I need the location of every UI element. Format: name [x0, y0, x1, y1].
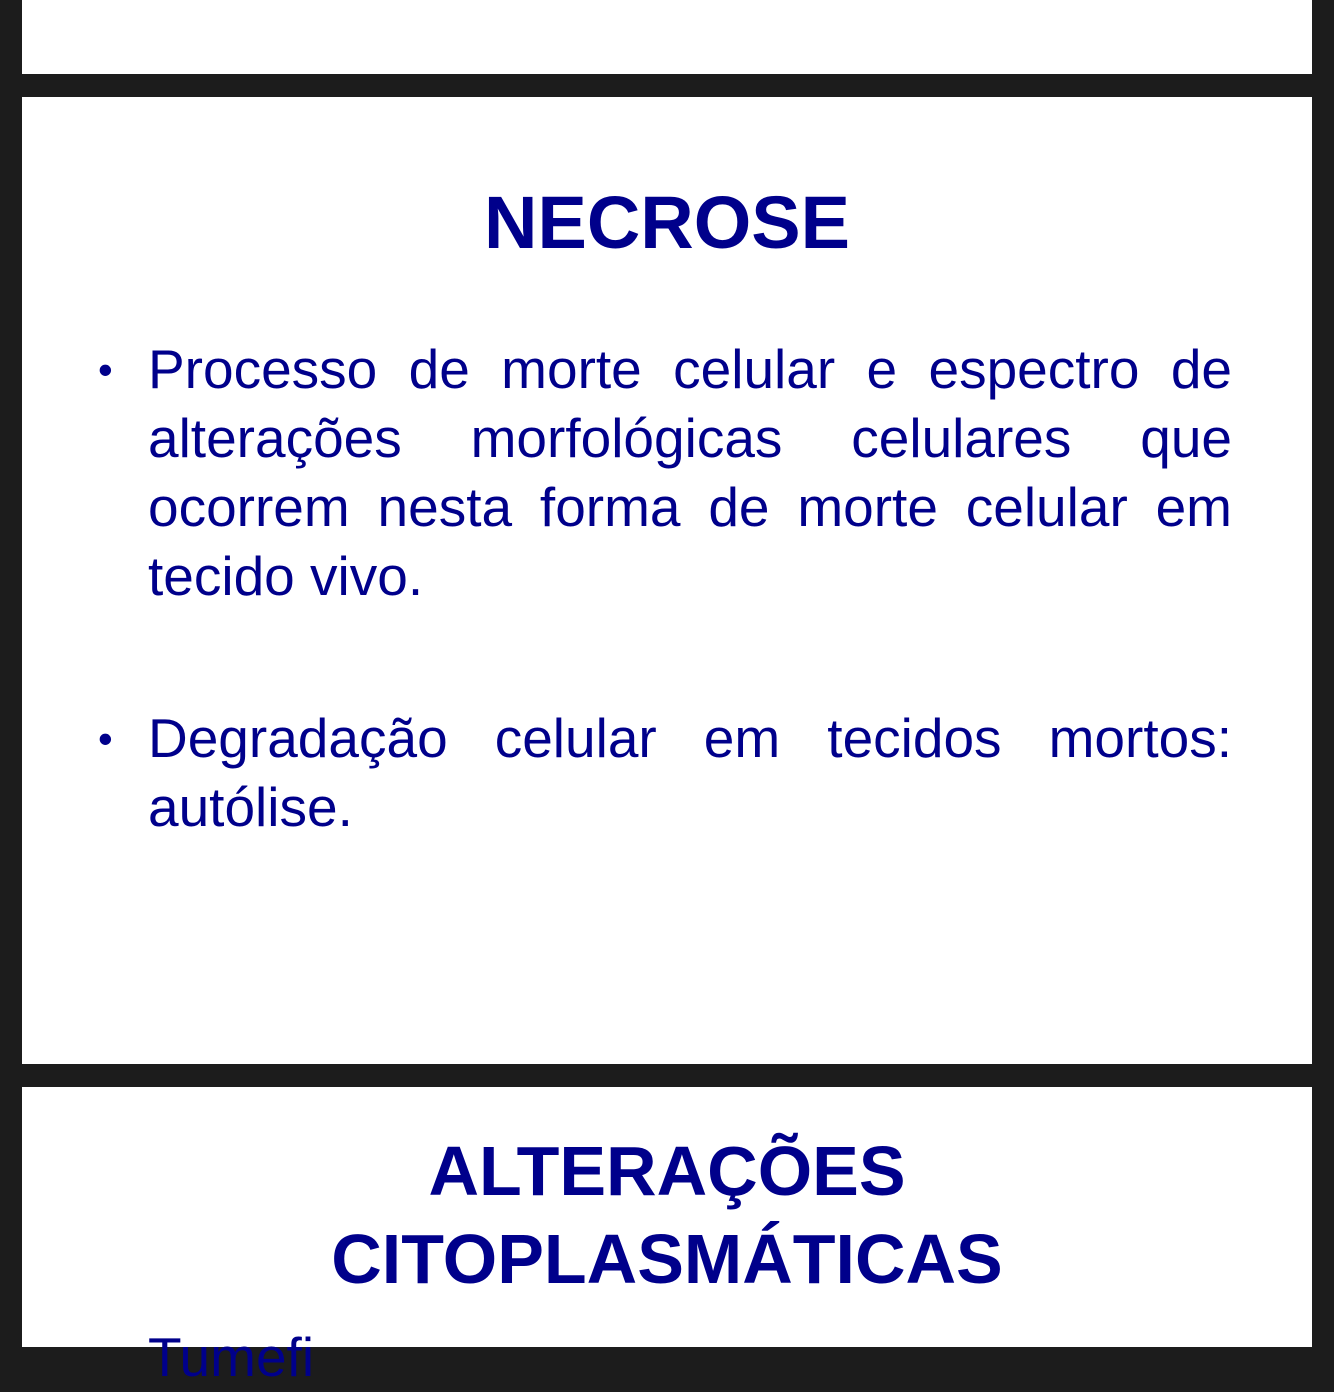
bullet-text: Processo de morte celular e espectro de alterações morfológicas celulares que ocorrem nesta forma de morte celular em tecido vivo.	[148, 338, 1232, 607]
slide-title: NECROSE	[484, 181, 850, 264]
slide-necrose	[22, 97, 1312, 1064]
bullet-list	[22, 335, 1312, 842]
slide-title-line: ALTERAÇÕES	[428, 1132, 906, 1210]
bullet-icon: •	[98, 346, 113, 393]
bullet-item	[22, 704, 1312, 842]
slide-alteracoes-citoplasmaticas	[22, 1087, 1312, 1388]
previous-slide	[22, 0, 1312, 74]
slide-title	[22, 1127, 1312, 1303]
slide-title-line: CITOPLASMÁTICAS	[331, 1220, 1003, 1298]
bullet-text: Degradação celular em tecidos mortos: autólise.	[148, 707, 1232, 838]
bullet-icon: •	[98, 715, 113, 762]
cutoff-bullet-text: Tumefi	[148, 1326, 315, 1388]
bullet-item	[22, 335, 1312, 611]
